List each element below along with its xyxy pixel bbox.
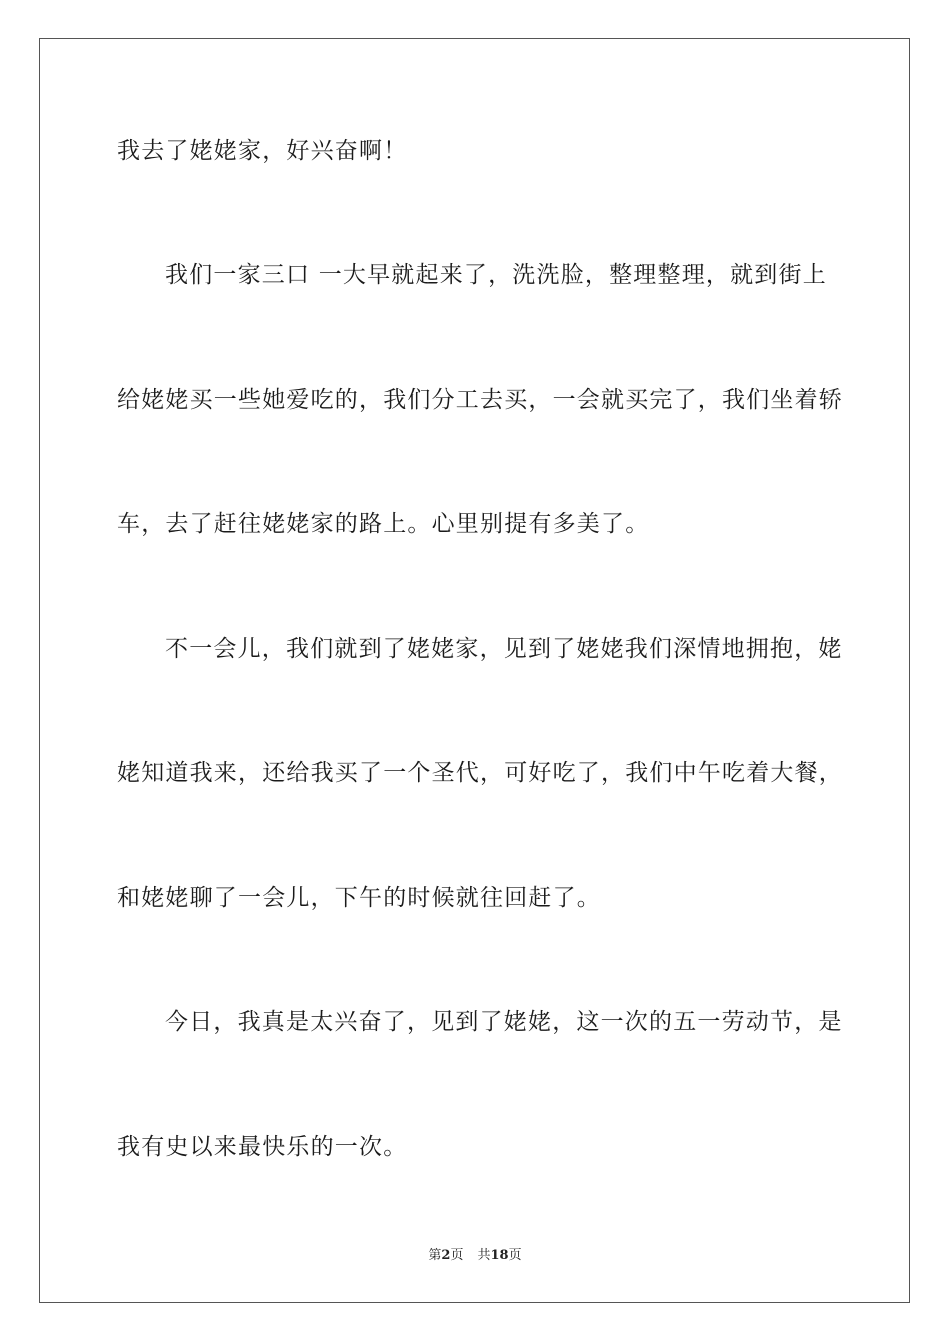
paragraph-start-line: 今日，我真是太兴奋了，见到了姥姥，这一次的五一劳动节，是 xyxy=(165,1009,843,1035)
text-line: 和姥姥聊了一会儿，下午的时候就往回赶了。 xyxy=(117,885,601,911)
total-prefix: 共 xyxy=(477,1248,491,1263)
paragraph-start-line: 我们一家三口 一大早就起来了，洗洗脸，整理整理，就到街上 xyxy=(165,262,827,288)
text-line: 我去了姥姥家，好兴奋啊！ xyxy=(117,138,408,164)
text-line: 我有史以来最快乐的一次。 xyxy=(117,1134,408,1160)
paragraph-start-line: 不一会儿，我们就到了姥姥家，见到了姥姥我们深情地拥抱，姥 xyxy=(165,636,843,662)
page-number: 2 xyxy=(441,1248,451,1263)
page-footer xyxy=(0,1247,950,1265)
text-line: 给姥姥买一些她爱吃的，我们分工去买，一会就买完了，我们坐着轿 xyxy=(117,387,843,413)
total-suffix: 页 xyxy=(508,1248,522,1263)
page-prefix: 第 xyxy=(428,1248,442,1263)
text-line: 车，去了赶往姥姥家的路上。心里别提有多美了。 xyxy=(117,511,650,537)
text-line: 姥知道我来，还给我买了一个圣代，可好吃了，我们中午吃着大餐， xyxy=(117,760,843,786)
total-pages: 18 xyxy=(490,1248,509,1263)
page-suffix: 页 xyxy=(450,1248,464,1263)
page-border xyxy=(39,38,910,1303)
